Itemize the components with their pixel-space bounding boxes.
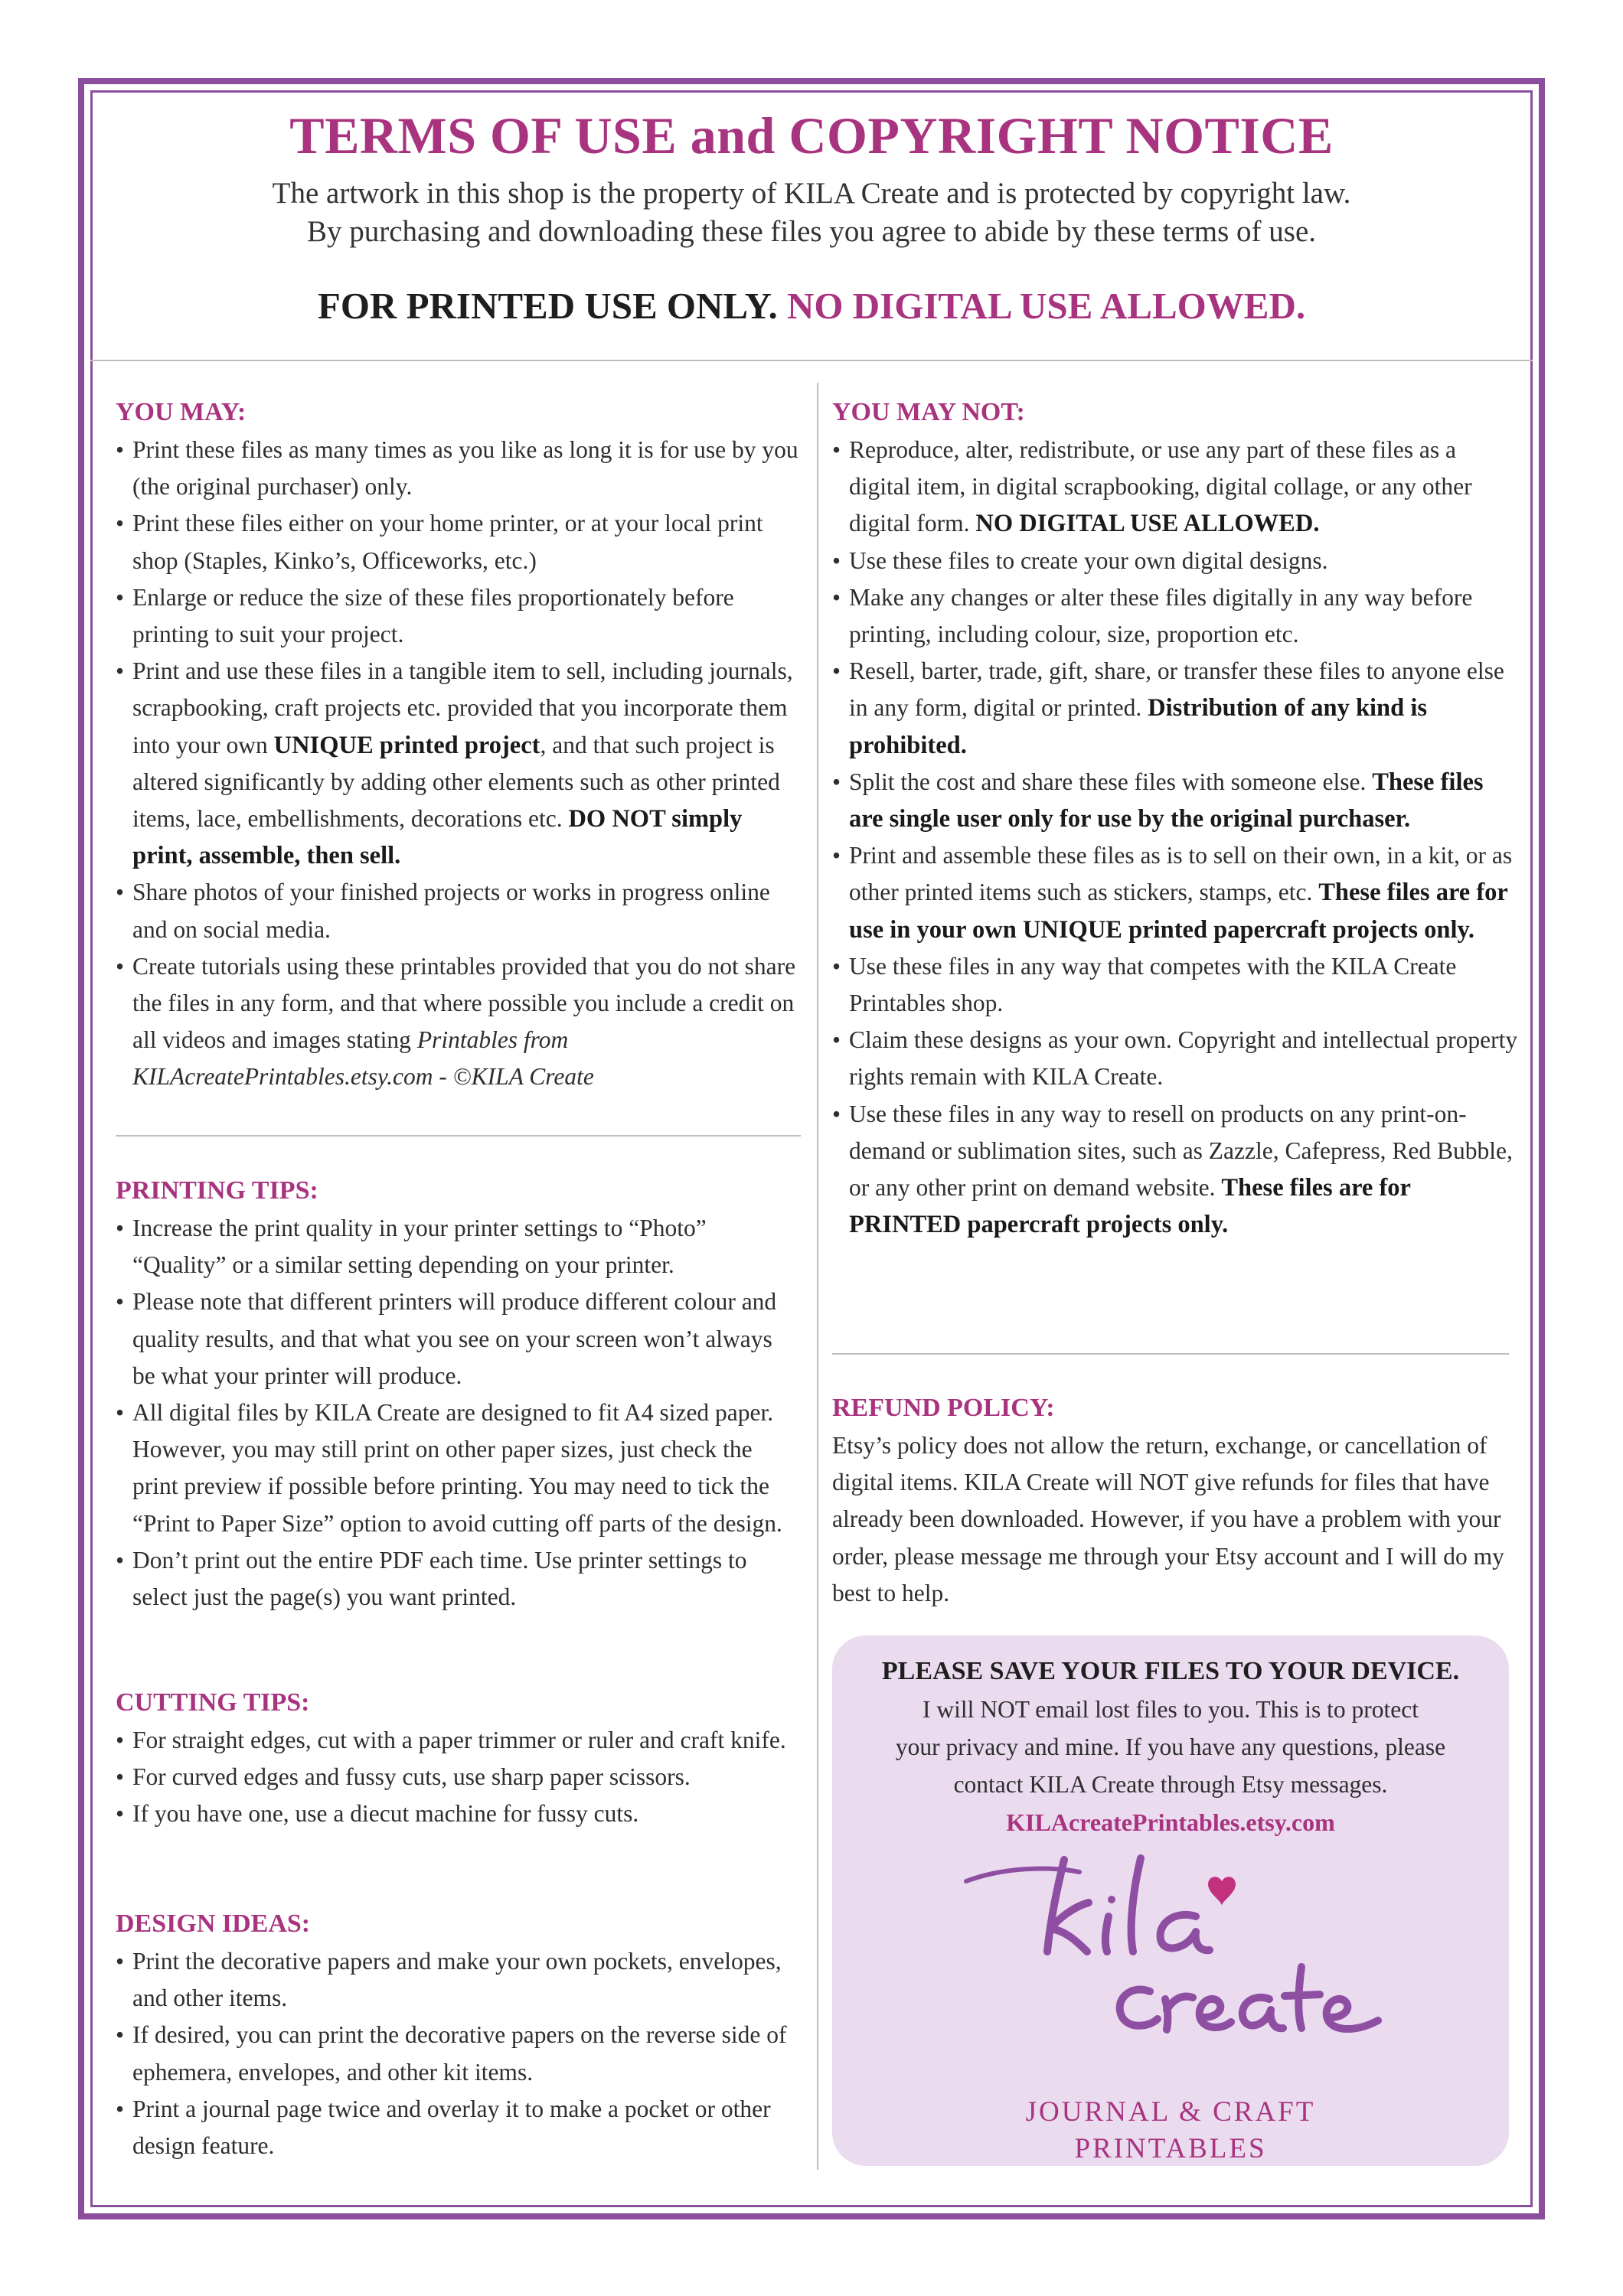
shop-link[interactable]: KILAcreatePrintables.etsy.com [1006,1808,1335,1836]
you-may-heading: YOU MAY: [116,398,247,426]
no-digital-text: NO DIGITAL USE ALLOWED. [787,285,1306,327]
list-item: • Print and use these files in a tangible item to sell, including journals, scrapbooking, craft projects etc. provided that you incorporate them into your own UNIQUE printed project, and that such project is altered significantly by adding other elements such as other printed items, lace, embellishments, decorations etc. DO NOT simply print, assemble, then sell. [116,657,793,870]
printing-tips-section [116,1172,801,1616]
list-item: • Use these files in any way that competes with the KILA Create Printables shop. [832,952,1457,1017]
refund-policy-section [832,1389,1509,1612]
kila-create-logo [949,1837,1409,2082]
list-item: • Don’t print out the entire PDF each time. Use printer settings to select just the page(s) you want printed. [116,1546,747,1611]
list-item: • Enlarge or reduce the size of these files proportionately before printing to suit your project. [116,583,734,648]
save-box-line-3: contact KILA Create through Etsy messages. [953,1771,1388,1798]
list-item: • Share photos of your finished projects or works in progress online and on social media. [116,879,770,943]
list-item: • For curved edges and fussy cuts, use sharp paper scissors. [116,1763,691,1791]
print-only-text: FOR PRINTED USE ONLY. [317,285,778,327]
list-item: • Increase the print quality in your printer settings to “Photo” “Quality” or a similar setting depending on your printer. [116,1215,707,1279]
intro-line-2: By purchasing and downloading these files you agree to abide by these terms of use. [306,215,1317,248]
list-item: • For straight edges, cut with a paper trimmer or ruler and craft knife. [116,1727,786,1753]
list-item: • Print these files either on your home printer, or at your local print shop (Staples, Kinko’s, Officeworks, etc.) [116,510,763,574]
list-item: • Print the decorative papers and make your own pockets, envelopes, and other items. [116,1948,782,2012]
list-item: • If desired, you can print the decorative papers on the reverse side of ephemera, envelopes, and other kit items. [116,2021,787,2086]
list-item: • Print a journal page twice and overlay it to make a pocket or other design feature. [116,2095,771,2160]
you-may-not-list [832,432,1521,1243]
column-divider [817,383,818,2170]
cutting-tips-section [116,1684,801,1833]
you-may-section [116,393,801,1096]
save-box-line-2: your privacy and mine. If you have any questions, please [895,1733,1446,1760]
cutting-tips-list [116,1722,801,1833]
list-item: • Print and assemble these files as is to sell on their own, in a kit, or as other printed items such as stickers, stamps, etc. These files are for use in your own UNIQUE printed papercraft projects only. [832,842,1513,944]
intro-line-1: The artwork in this shop is the property of KILA Create and is protected by copyright law. [272,177,1351,210]
list-item: • Print these files as many times as you like as long it is for use by you (the original purchaser) only. [116,436,798,501]
logo-tagline-2: PRINTABLES [1074,2133,1267,2164]
save-box-line-1: I will NOT email lost files to you. This is to protect [922,1696,1419,1723]
list-item: • Claim these designs as your own. Copyright and intellectual property rights remain with KILA Create. [832,1026,1518,1091]
logo-tagline-1: JOURNAL & CRAFT [1025,2096,1316,2128]
design-ideas-list [116,1943,801,2164]
design-ideas-heading: DESIGN IDEAS: [116,1910,311,1938]
you-may-not-section [832,393,1521,1243]
left-divider [116,1135,801,1137]
refund-policy-text: Etsy’s policy does not allow the return, exchange, or cancellation of digital items. KILA Create will NOT give refunds for files that have already been downloaded. However, if you have a problem with your order, please message me through your Etsy account and I will do my best to help. [832,1432,1504,1606]
header-divider [90,360,1533,361]
page-title: TERMS OF USE and COPYRIGHT NOTICE [289,106,1334,165]
save-box-title: PLEASE SAVE YOUR FILES TO YOUR DEVICE. [881,1657,1460,1685]
design-ideas-section [116,1905,801,2164]
list-item: • All digital files by KILA Create are designed to fit A4 sized paper. However, you may still print on other paper sizes, just check the print preview if possible before printing. You may need to tick the “Print to Paper Size” option to avoid cutting off parts of the design. [116,1399,782,1537]
list-item: • Resell, barter, trade, gift, share, or transfer these files to anyone else in any form, digital or printed. Distribution of any kind is prohibited. [832,657,1504,759]
list-item: • Make any changes or alter these files digitally in any way before printing, including colour, size, proportion etc. [832,583,1473,648]
print-only-notice [0,282,1623,331]
heart-icon [1208,1877,1236,1906]
you-may-not-heading: YOU MAY NOT: [832,398,1025,426]
refund-policy-heading: REFUND POLICY: [832,1394,1055,1422]
list-item: • Use these files to create your own digital designs. [832,546,1328,574]
intro-text [0,174,1623,251]
list-item: • Create tutorials using these printables provided that you do not share the files in any form, and that where possible you include a credit on all videos and images stating Printables from KILAcreatePrintables.etsy.com - ©KILA Create [116,952,796,1091]
list-item: • Use these files in any way to resell on products on any print-on-demand or sublimation sites, such as Zazzle, Cafepress, Red Bubble, or any other print on demand website. These files are for PRINTED papercraft projects only. [832,1100,1513,1239]
list-item: • Reproduce, alter, redistribute, or use any part of these files as a digital item, in digital scrapbooking, digital collage, or any other digital form. NO DIGITAL USE ALLOWED. [832,436,1472,538]
printing-tips-list [116,1210,801,1616]
list-item: • If you have one, use a diecut machine for fussy cuts. [116,1800,639,1828]
printing-tips-heading: PRINTING TIPS: [116,1176,318,1205]
you-may-list [116,432,801,1096]
cutting-tips-heading: CUTTING TIPS: [116,1688,310,1717]
list-item: • Split the cost and share these files with someone else. These files are single user only for use by the original purchaser. [832,768,1484,833]
list-item: • Please note that different printers will produce different colour and quality results, and that what you see on your screen won’t always be what your printer will produce. [116,1288,777,1389]
right-divider [832,1353,1509,1355]
